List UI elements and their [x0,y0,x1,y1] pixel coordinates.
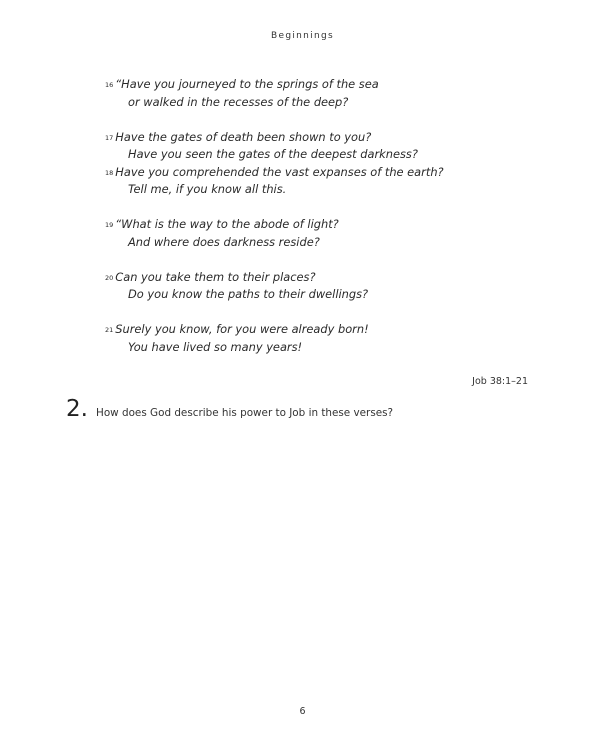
verse-line-indented: And where does darkness reside? [128,234,320,249]
stanza [105,216,545,251]
question-number: 2. [66,396,88,422]
running-head: Beginnings [271,31,334,41]
verse-text: Have the gates of death been shown to you? [115,129,372,144]
verse-line [105,321,545,339]
question-text: How does God describe his power to Job in these verses? [96,407,394,419]
verse-line [105,76,545,94]
verse-line [105,269,545,287]
stanza [105,321,545,356]
stanza [105,129,545,199]
verse-number: 21 [105,326,114,334]
verse-20 [105,269,545,304]
verse-line-indented: Tell me, if you know all this. [128,182,287,196]
verse-text: Surely you know, for you were already born! [115,322,369,336]
verse-text: “Have you journeyed to the springs of the sea [115,77,379,91]
study-question [66,396,546,422]
verse-line-indented: Have you seen the gates of the deepest darkness? [128,147,418,161]
stanza [105,76,545,111]
verse-line-indented: You have lived so many years! [128,339,303,354]
verse-19 [105,216,545,251]
stanza [105,269,545,304]
verse-number: 17 [105,133,114,142]
verse-number: 18 [105,168,114,177]
verse-text: Can you take them to their places? [115,269,316,284]
verse-number: 20 [105,273,114,282]
verse-number: 16 [105,81,114,89]
verse-line-indented: Do you know the paths to their dwellings? [128,287,369,301]
verse-21 [105,321,545,356]
verse-line [105,164,545,182]
verse-text: Have you comprehended the vast expanses of the earth? [115,164,444,179]
verse-number: 19 [105,221,114,229]
verse-line [105,216,545,234]
scripture-passage [105,76,545,374]
verse-text: “What is the way to the abode of light? [115,217,339,231]
verse-16 [105,76,545,111]
scripture-reference: Job 38:1–21 [472,376,528,387]
verse-17 [105,129,545,164]
verse-line [105,129,545,147]
verse-line-indented: or walked in the recesses of the deep? [128,94,349,109]
verse-18 [105,164,545,199]
page-number: 6 [299,706,306,717]
